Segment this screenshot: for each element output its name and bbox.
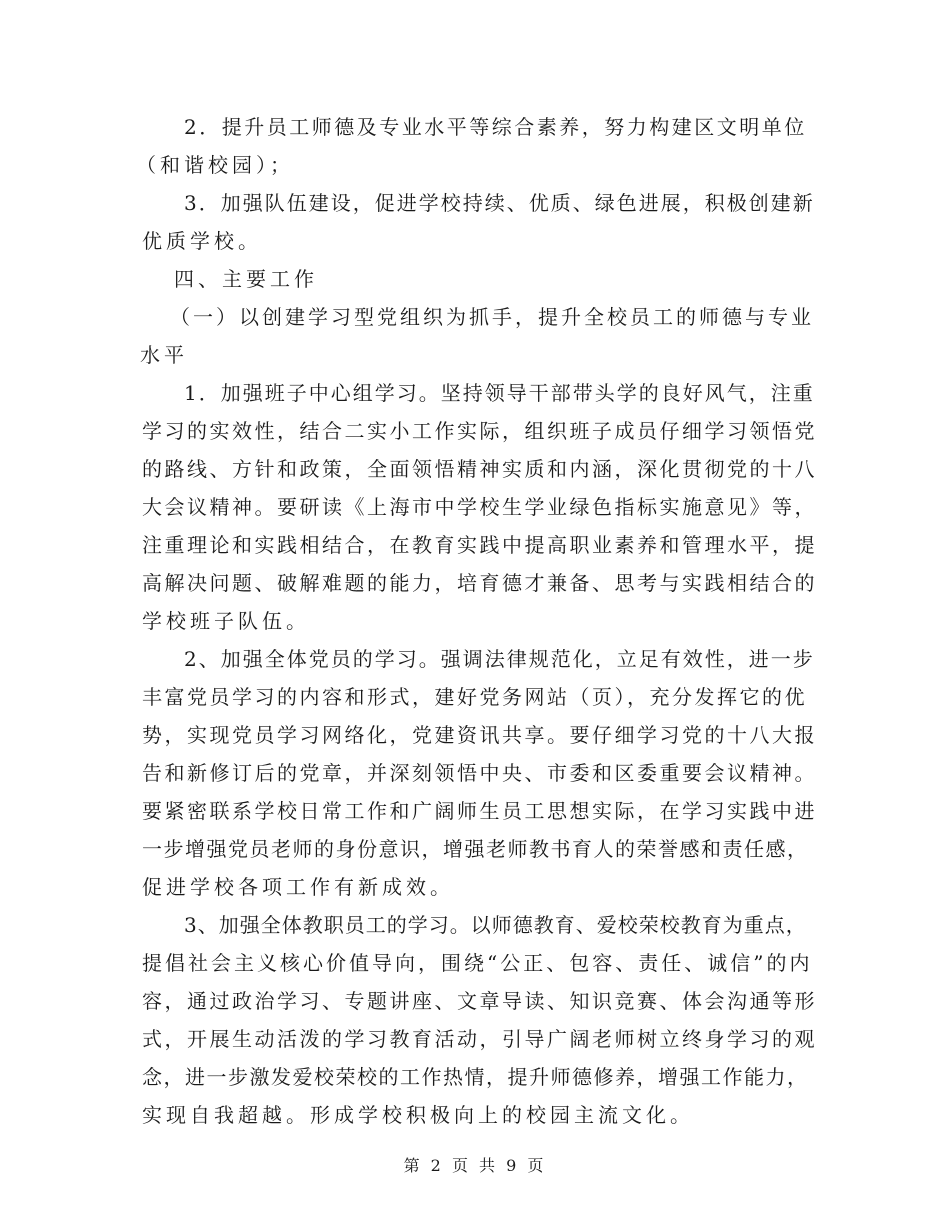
section-heading: 四、主要工作 — [174, 267, 318, 291]
paragraph-line: （和谐校园）； — [136, 153, 294, 177]
subsection-heading: （一）以创建学习型党组织为抓手，提升全校员工的师德与专业 — [170, 305, 814, 329]
paragraph-line: 容，通过政治学习、专题讲座、文章导读、知识竞赛、体会沟通等形 — [142, 989, 817, 1013]
paragraph-line: 势，实现党员学习网络化，党建资讯共享。要仔细学习党的十八大报 — [142, 723, 817, 747]
paragraph-line: 的路线、方针和政策，全面领悟精神实质和内涵，深化贯彻党的十八 — [142, 457, 817, 481]
paragraph-line: 注重理论和实践相结合，在教育实践中提高职业素养和管理水平，提 — [142, 533, 817, 557]
paragraph-line: 式，开展生动活泼的学习教育活动，引导广阔老师树立终身学习的观 — [142, 1027, 817, 1051]
paragraph-line: 2、加强全体党员的学习。强调法律规范化，立足有效性，进一步 — [184, 647, 815, 671]
paragraph-line: 3．加强队伍建设，促进学校持续、优质、绿色进展，积极创建新 — [184, 191, 815, 215]
paragraph-line: 优质学校。 — [142, 229, 262, 253]
paragraph-line: 学习的实效性，结合二实小工作实际，组织班子成员仔细学习领悟党 — [142, 419, 817, 443]
page-number-footer: 第 2 页 共 9 页 — [403, 1156, 547, 1175]
paragraph-line: 提倡社会主义核心价值导向，围绕“公正、包容、责任、诚信”的内 — [142, 951, 813, 975]
paragraph-line: 一步增强党员老师的身份意识，增强老师教书育人的荣誉感和责任感， — [142, 837, 809, 861]
paragraph-line: 2．提升员工师德及专业水平等综合素养，努力构建区文明单位 — [184, 115, 807, 139]
paragraph-line: 促进学校各项工作有新成效。 — [142, 875, 454, 899]
paragraph-line: 3、加强全体教职员工的学习。以师德教育、爱校荣校教育为重点， — [184, 913, 807, 937]
paragraph-line: 高解决问题、破解难题的能力，培育德才兼备、思考与实践相结合的 — [142, 571, 817, 595]
paragraph-line: 念，进一步激发爱校荣校的工作热情，提升师德修养，增强工作能力， — [142, 1065, 809, 1089]
paragraph-line: 1．加强班子中心组学习。坚持领导干部带头学的良好风气，注重 — [184, 381, 815, 405]
paragraph-line: 告和新修订后的党章，并深刻领悟中央、市委和区委重要会议精神。 — [142, 761, 817, 785]
paragraph-line: 实现自我超越。形成学校积极向上的校园主流文化。 — [142, 1103, 694, 1127]
paragraph-line: 学校班子队伍。 — [142, 609, 310, 633]
paragraph-line: 丰富党员学习的内容和形式，建好党务网站（页），充分发挥它的优 — [142, 685, 807, 709]
paragraph-line: 要紧密联系学校日常工作和广阔师生员工思想实际，在学习实践中进 — [142, 799, 817, 823]
paragraph-line: 大会议精神。要研读《上海市中学校生学业绿色指标实施意见》等， — [142, 495, 817, 519]
subsection-heading-cont: 水平 — [140, 343, 188, 367]
